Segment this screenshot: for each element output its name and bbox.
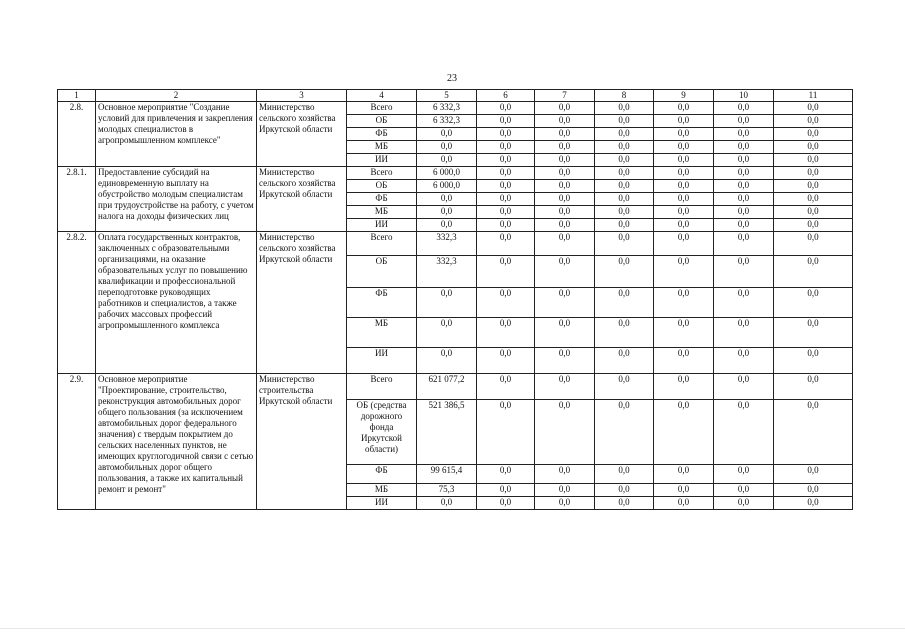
value-cell: 0,0 <box>714 288 774 318</box>
value-cell: 621 077,2 <box>417 374 477 400</box>
funding-source: ИИ <box>347 154 417 167</box>
value-cell: 0,0 <box>774 484 853 497</box>
value-cell: 0,0 <box>535 180 595 193</box>
value-cell: 0,0 <box>417 219 477 232</box>
funding-source: Всего <box>347 374 417 400</box>
value-cell: 6 000,0 <box>417 167 477 180</box>
value-cell: 0,0 <box>654 180 714 193</box>
funding-source: ОБ <box>347 180 417 193</box>
value-cell: 0,0 <box>595 484 654 497</box>
value-cell: 0,0 <box>774 400 853 465</box>
responsible-org: Министерство сельского хозяйства Иркутской области <box>257 167 347 232</box>
value-cell: 0,0 <box>477 465 535 484</box>
value-cell: 0,0 <box>654 193 714 206</box>
responsible-org: Министерство строительства Иркутской области <box>257 374 347 510</box>
funding-source: ОБ (средства дорожного фонда Иркутской области) <box>347 400 417 465</box>
value-cell: 0,0 <box>714 465 774 484</box>
value-cell: 0,0 <box>535 219 595 232</box>
measure-name: Оплата государственных контрактов, заключенных с образовательными организациями, на оказание образовательных услуг по повышению квалификации и профессиональной переподготовке руководящих работников и специалистов, а также рабочих массовых профессий агропромышленного комплекса <box>96 232 257 374</box>
value-cell: 0,0 <box>654 206 714 219</box>
value-cell: 0,0 <box>774 141 853 154</box>
header-cell: 6 <box>477 90 535 102</box>
table-row <box>58 232 853 256</box>
value-cell: 0,0 <box>535 484 595 497</box>
value-cell: 0,0 <box>417 141 477 154</box>
table-row <box>58 167 853 180</box>
value-cell: 0,0 <box>535 318 595 348</box>
value-cell: 0,0 <box>477 232 535 256</box>
value-cell: 0,0 <box>595 167 654 180</box>
value-cell: 0,0 <box>477 141 535 154</box>
value-cell: 0,0 <box>654 374 714 400</box>
page-number: 23 <box>447 73 457 84</box>
value-cell: 0,0 <box>417 348 477 374</box>
header-row <box>58 90 853 102</box>
value-cell: 0,0 <box>654 167 714 180</box>
value-cell: 6 332,3 <box>417 115 477 128</box>
row-id: 2.8.1. <box>58 167 96 232</box>
value-cell: 332,3 <box>417 232 477 256</box>
value-cell: 0,0 <box>535 348 595 374</box>
value-cell: 0,0 <box>714 180 774 193</box>
value-cell: 0,0 <box>774 193 853 206</box>
value-cell: 0,0 <box>714 128 774 141</box>
value-cell: 0,0 <box>714 154 774 167</box>
value-cell: 0,0 <box>477 115 535 128</box>
value-cell: 0,0 <box>654 115 714 128</box>
value-cell: 0,0 <box>477 497 535 510</box>
value-cell: 0,0 <box>595 374 654 400</box>
value-cell: 0,0 <box>774 232 853 256</box>
value-cell: 0,0 <box>654 141 714 154</box>
value-cell: 0,0 <box>417 288 477 318</box>
value-cell: 0,0 <box>714 232 774 256</box>
value-cell: 0,0 <box>595 193 654 206</box>
value-cell: 6 332,3 <box>417 102 477 115</box>
value-cell: 0,0 <box>477 180 535 193</box>
value-cell: 0,0 <box>535 102 595 115</box>
measure-name: Основное мероприятие "Проектирование, строительство, реконструкция автомобильных дорог общего пользования (за исключением автомобильных дорог федерального значения) с твердым покрытием до сельских населенных пунктов, не имеющих круглогодичной связи с сетью автомобильных дорог общего пользования, а также их капитальный ремонт и ремонт" <box>96 374 257 510</box>
value-cell: 0,0 <box>417 318 477 348</box>
value-cell: 0,0 <box>654 348 714 374</box>
value-cell: 75,3 <box>417 484 477 497</box>
value-cell: 0,0 <box>654 232 714 256</box>
value-cell: 0,0 <box>774 167 853 180</box>
value-cell: 0,0 <box>714 115 774 128</box>
value-cell: 0,0 <box>477 128 535 141</box>
value-cell: 0,0 <box>535 497 595 510</box>
value-cell: 0,0 <box>477 348 535 374</box>
value-cell: 0,0 <box>774 115 853 128</box>
responsible-org: Министерство сельского хозяйства Иркутской области <box>257 232 347 374</box>
value-cell: 0,0 <box>477 219 535 232</box>
row-id: 2.8.2. <box>58 232 96 374</box>
value-cell: 0,0 <box>774 206 853 219</box>
value-cell: 99 615,4 <box>417 465 477 484</box>
value-cell: 0,0 <box>714 102 774 115</box>
funding-source: МБ <box>347 484 417 497</box>
value-cell: 0,0 <box>714 374 774 400</box>
value-cell: 0,0 <box>595 219 654 232</box>
value-cell: 0,0 <box>654 484 714 497</box>
header-cell: 9 <box>654 90 714 102</box>
funding-source: ОБ <box>347 256 417 288</box>
value-cell: 0,0 <box>417 206 477 219</box>
header-cell: 10 <box>714 90 774 102</box>
value-cell: 0,0 <box>714 256 774 288</box>
header-cell: 11 <box>774 90 853 102</box>
value-cell: 0,0 <box>774 154 853 167</box>
value-cell: 0,0 <box>477 102 535 115</box>
value-cell: 0,0 <box>774 318 853 348</box>
value-cell: 0,0 <box>477 206 535 219</box>
header-cell: 1 <box>58 90 96 102</box>
value-cell: 0,0 <box>535 154 595 167</box>
funding-source: ИИ <box>347 348 417 374</box>
value-cell: 0,0 <box>774 180 853 193</box>
responsible-org: Министерство сельского хозяйства Иркутской области <box>257 102 347 167</box>
header-cell: 8 <box>595 90 654 102</box>
value-cell: 0,0 <box>774 465 853 484</box>
header-cell: 5 <box>417 90 477 102</box>
funding-source: МБ <box>347 141 417 154</box>
value-cell: 0,0 <box>654 497 714 510</box>
value-cell: 0,0 <box>654 128 714 141</box>
value-cell: 0,0 <box>535 256 595 288</box>
value-cell: 0,0 <box>774 128 853 141</box>
value-cell: 0,0 <box>595 400 654 465</box>
value-cell: 0,0 <box>417 497 477 510</box>
measure-name: Предоставление субсидий на единовременную выплату на обустройство молодым специалистам при трудоустройстве на работу, с учетом налога на доходы физических лиц <box>96 167 257 232</box>
value-cell: 0,0 <box>654 288 714 318</box>
value-cell: 0,0 <box>654 465 714 484</box>
value-cell: 0,0 <box>714 318 774 348</box>
value-cell: 0,0 <box>535 288 595 318</box>
value-cell: 0,0 <box>774 374 853 400</box>
value-cell: 0,0 <box>417 154 477 167</box>
funding-source: Всего <box>347 167 417 180</box>
value-cell: 0,0 <box>595 206 654 219</box>
value-cell: 0,0 <box>595 348 654 374</box>
value-cell: 0,0 <box>535 141 595 154</box>
value-cell: 0,0 <box>477 484 535 497</box>
value-cell: 0,0 <box>654 318 714 348</box>
value-cell: 0,0 <box>417 128 477 141</box>
table-row <box>58 374 853 400</box>
funding-source: Всего <box>347 232 417 256</box>
header-cell: 3 <box>257 90 347 102</box>
funding-source: ФБ <box>347 193 417 206</box>
funding-source: ОБ <box>347 115 417 128</box>
value-cell: 0,0 <box>477 167 535 180</box>
value-cell: 0,0 <box>535 465 595 484</box>
value-cell: 0,0 <box>714 167 774 180</box>
value-cell: 0,0 <box>595 497 654 510</box>
value-cell: 0,0 <box>417 193 477 206</box>
value-cell: 0,0 <box>535 167 595 180</box>
value-cell: 0,0 <box>714 141 774 154</box>
value-cell: 0,0 <box>654 256 714 288</box>
value-cell: 0,0 <box>774 348 853 374</box>
value-cell: 0,0 <box>535 232 595 256</box>
value-cell: 0,0 <box>595 154 654 167</box>
value-cell: 0,0 <box>774 219 853 232</box>
value-cell: 0,0 <box>714 193 774 206</box>
value-cell: 0,0 <box>477 193 535 206</box>
value-cell: 0,0 <box>774 256 853 288</box>
value-cell: 6 000,0 <box>417 180 477 193</box>
header-cell: 7 <box>535 90 595 102</box>
value-cell: 0,0 <box>714 219 774 232</box>
table-row <box>58 102 853 115</box>
row-id: 2.8. <box>58 102 96 167</box>
value-cell: 0,0 <box>774 288 853 318</box>
header-cell: 2 <box>96 90 257 102</box>
funding-source: ФБ <box>347 465 417 484</box>
value-cell: 0,0 <box>654 400 714 465</box>
value-cell: 0,0 <box>714 206 774 219</box>
value-cell: 0,0 <box>654 219 714 232</box>
budget-table <box>57 89 853 510</box>
value-cell: 0,0 <box>477 256 535 288</box>
value-cell: 0,0 <box>595 128 654 141</box>
value-cell: 0,0 <box>535 400 595 465</box>
value-cell: 0,0 <box>595 465 654 484</box>
funding-source: ФБ <box>347 288 417 318</box>
value-cell: 521 386,5 <box>417 400 477 465</box>
value-cell: 0,0 <box>774 102 853 115</box>
value-cell: 0,0 <box>654 102 714 115</box>
measure-name: Основное мероприятие "Создание условий для привлечения и закрепления молодых специалистов в агропромышленном комплексе" <box>96 102 257 167</box>
value-cell: 0,0 <box>595 141 654 154</box>
value-cell: 0,0 <box>774 497 853 510</box>
row-id: 2.9. <box>58 374 96 510</box>
value-cell: 0,0 <box>535 193 595 206</box>
value-cell: 0,0 <box>535 128 595 141</box>
value-cell: 0,0 <box>535 115 595 128</box>
funding-source: МБ <box>347 206 417 219</box>
funding-source: МБ <box>347 318 417 348</box>
value-cell: 0,0 <box>595 232 654 256</box>
value-cell: 0,0 <box>595 102 654 115</box>
funding-source: ИИ <box>347 497 417 510</box>
value-cell: 0,0 <box>477 374 535 400</box>
scan-edge-line <box>0 628 905 629</box>
value-cell: 0,0 <box>535 206 595 219</box>
funding-source: ИИ <box>347 219 417 232</box>
value-cell: 0,0 <box>477 400 535 465</box>
value-cell: 332,3 <box>417 256 477 288</box>
value-cell: 0,0 <box>477 154 535 167</box>
value-cell: 0,0 <box>595 288 654 318</box>
value-cell: 0,0 <box>595 318 654 348</box>
value-cell: 0,0 <box>714 497 774 510</box>
value-cell: 0,0 <box>477 318 535 348</box>
value-cell: 0,0 <box>714 484 774 497</box>
value-cell: 0,0 <box>477 288 535 318</box>
funding-source: ФБ <box>347 128 417 141</box>
header-cell: 4 <box>347 90 417 102</box>
value-cell: 0,0 <box>714 400 774 465</box>
value-cell: 0,0 <box>654 154 714 167</box>
value-cell: 0,0 <box>595 256 654 288</box>
funding-source: Всего <box>347 102 417 115</box>
value-cell: 0,0 <box>595 115 654 128</box>
value-cell: 0,0 <box>535 374 595 400</box>
value-cell: 0,0 <box>714 348 774 374</box>
value-cell: 0,0 <box>595 180 654 193</box>
